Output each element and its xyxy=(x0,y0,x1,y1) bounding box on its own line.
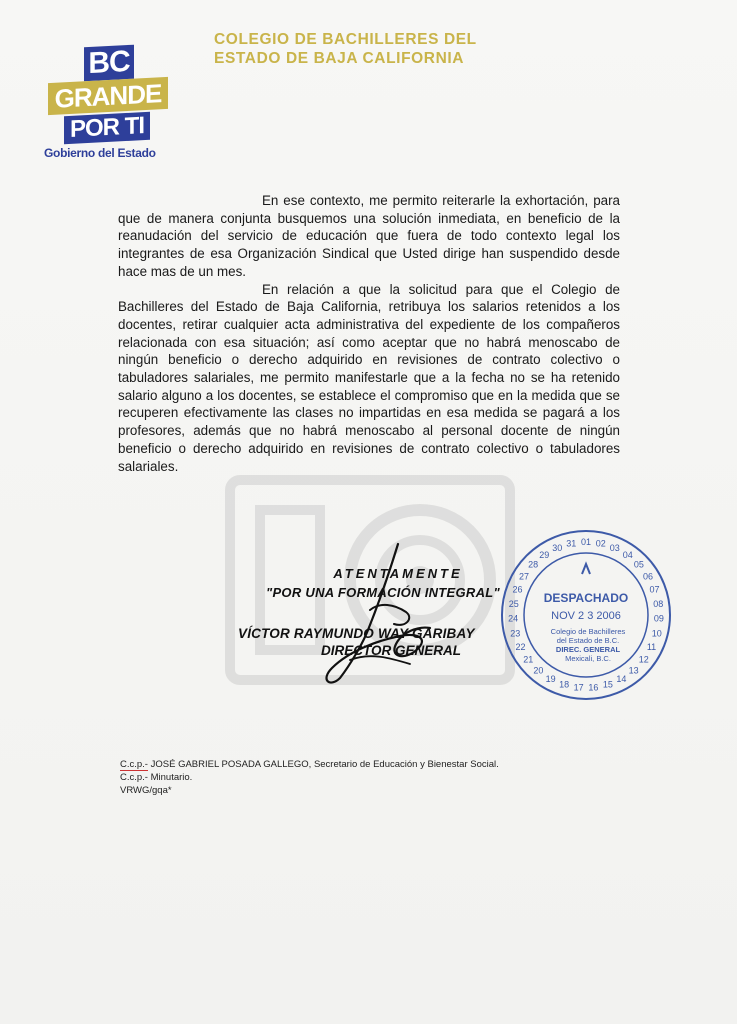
stamp-day-number: 28 xyxy=(528,559,539,570)
stamp-day-number: 15 xyxy=(602,679,613,690)
stamp-day-number: 07 xyxy=(649,584,660,595)
paragraph-2: En relación a que la solicitud para que el Colegio de Bachilleres del Estado de Baja California, retribuya los salarios retenidos a los docentes, retirar cualquier acta administrativa del expediente de los compañeros relacionada con esa situación; así como aceptar que no habrá menoscabo de ningún beneficio o derecho adquirido en revisiones de contrato colectivo o tabuladores salariales, me permito manifestarle que a la fecha no se ha retenido salario alguno a los docentes, se establece el compromiso que en la medida que se recuperen efectivamente las clases no impartidas en esa medida se pagará a los profesores, además que no habrá menoscabo al personal docente de ningún beneficio o derecho adquirido en revisiones de contrato colectivo o tabuladores salariales. xyxy=(118,281,620,474)
ccp-prefix: C.c.p.- xyxy=(120,759,148,770)
stamp-day-number: 17 xyxy=(573,682,584,693)
stamp-day-number: 05 xyxy=(633,559,644,570)
signatory-name: VÍCTOR RAYMUNDO WAY GARIBAY xyxy=(238,626,475,641)
signature-block xyxy=(238,566,508,658)
stamp-day-number: 12 xyxy=(638,654,649,665)
stamp-line-2: del Estado de B.C. xyxy=(556,636,620,645)
stamp-day-number: 16 xyxy=(588,682,599,693)
stamp-day-number: 31 xyxy=(566,538,577,549)
logo-por-ti: POR TI xyxy=(64,112,150,145)
stamp-day-number: 10 xyxy=(651,628,662,639)
stamp-day-number: 08 xyxy=(653,598,664,609)
government-logo xyxy=(44,42,184,166)
closing-salutation: ATENTAMENTE xyxy=(333,566,463,581)
paragraph-1: En ese contexto, me permito reiterarle la exhortación, para que de manera conjunta busquemos una solución inmediata, en beneficio de la reanudación del servicio de educación que fuera de todo contexto legal los integrantes de esa Organización Sindical que Usted dirige han suspendido desde hace mas de un mes. xyxy=(118,193,620,279)
stamp-day-number: 13 xyxy=(628,665,639,676)
stamp-day-number: 06 xyxy=(642,571,654,582)
stamp-day-number: 20 xyxy=(533,665,544,676)
stamp-day-number: 26 xyxy=(512,584,523,595)
ccp-initials: VRWG/gqa* xyxy=(120,785,172,796)
stamp-day-number: 14 xyxy=(616,673,627,684)
stamp-line-3: DIREC. GENERAL xyxy=(555,645,621,654)
stamp-day-number: 02 xyxy=(595,538,606,549)
dispatched-stamp xyxy=(498,520,674,710)
signatory-title: DIRECTOR GENERAL xyxy=(320,643,461,658)
stamp-day-number: 18 xyxy=(559,679,570,690)
stamp-day-number: 03 xyxy=(609,542,620,553)
carbon-copy-list xyxy=(120,758,499,797)
letter-body xyxy=(118,192,620,475)
stamp-line-1: Colegio de Bachilleres xyxy=(550,627,626,636)
stamp-day-number: 22 xyxy=(515,642,526,653)
stamp-day-number: 11 xyxy=(646,642,657,653)
stamp-day-number: 19 xyxy=(545,673,556,684)
stamp-day-number: 01 xyxy=(580,537,592,547)
ccp-recipient: JOSÉ GABRIEL POSADA GALLEGO, Secretario de Educación y Bienestar Social. xyxy=(147,759,499,770)
stamp-day-number: 09 xyxy=(653,613,664,624)
stamp-day-number: 30 xyxy=(552,542,563,553)
stamp-day-number: 29 xyxy=(539,550,550,561)
institution-motto: "POR UNA FORMACIÓN INTEGRAL" xyxy=(265,585,500,600)
stamp-date: NOV 2 3 2006 xyxy=(551,610,621,622)
stamp-day-number: 21 xyxy=(523,654,534,665)
stamp-day-number: 25 xyxy=(508,598,519,609)
logo-subtitle: Gobierno del Estado xyxy=(44,146,156,160)
stamp-day-number: 04 xyxy=(622,550,633,561)
stamp-status: DESPACHADO xyxy=(543,591,629,605)
ccp-line-1 xyxy=(120,758,499,771)
logo-bc: BC xyxy=(84,45,134,82)
stamp-day-number: 27 xyxy=(518,571,530,582)
ccp-line-2: C.c.p.- Minutario. xyxy=(120,772,193,783)
stamp-day-number: 23 xyxy=(510,628,521,639)
institution-title: COLEGIO DE BACHILLERES DEL ESTADO DE BAJA CALIFORNIA xyxy=(214,31,477,67)
stamp-line-4: Mexicali, B.C. xyxy=(565,654,611,663)
logo-grande: GRANDE xyxy=(48,77,168,115)
stamp-day-number: 24 xyxy=(508,613,519,624)
